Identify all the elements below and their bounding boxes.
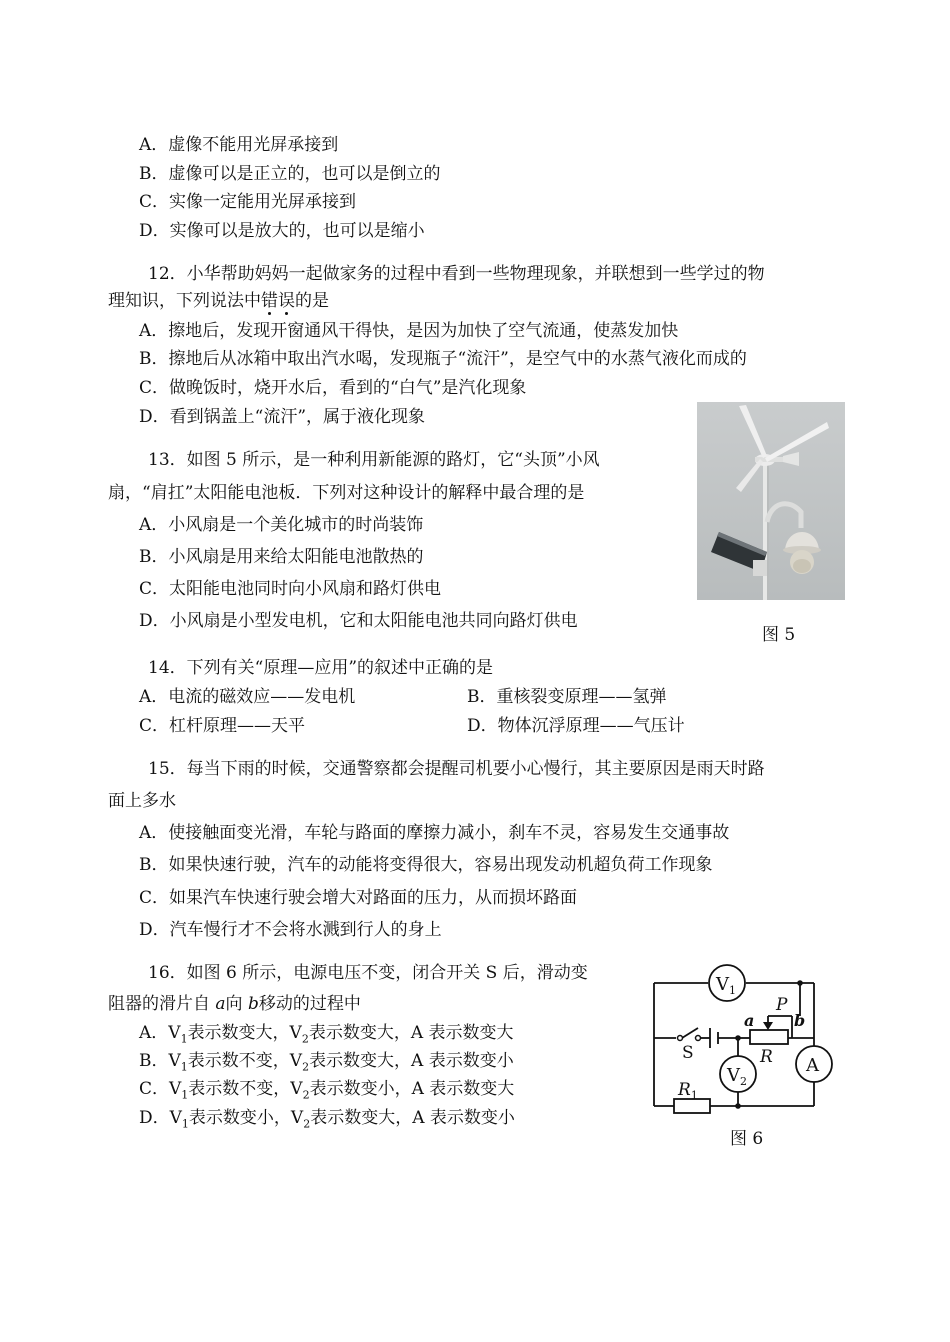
q16-option-c-p2: 表示数不变，V xyxy=(188,1079,303,1099)
svg-text:R1 xyxy=(677,1080,698,1102)
q16-option-a-sub2: 2 xyxy=(301,1032,309,1046)
q16-option-d xyxy=(139,1107,515,1135)
q16-option-d-sub1: 1 xyxy=(181,1117,189,1131)
q15-option-d: D．汽车慢行才不会将水溅到行人的身上 xyxy=(139,920,442,940)
q15-stem-line1: 15．每当下雨的时候，交通警察都会提醒司机要小心慢行，其主要原因是雨天时路 xyxy=(148,759,765,779)
q16-option-a-sub1: 1 xyxy=(180,1032,188,1046)
q12-stem-line2 xyxy=(108,290,329,312)
q16-point-b: b xyxy=(247,994,259,1014)
q16-stem-post: 移动的过程中 xyxy=(258,994,361,1014)
q16-option-d-p3: 表示数变大，A 表示数变小 xyxy=(310,1108,515,1128)
q16-option-b-p2: 表示数不变，V xyxy=(187,1051,303,1071)
q12-option-b: B．擦地后从冰箱中取出汽水喝，发现瓶子“流汗”，是空气中的水蒸气液化而成的 xyxy=(139,349,747,369)
q16-option-a-p2: 表示数变大，V xyxy=(187,1023,302,1043)
q13-option-a: A．小风扇是一个美化城市的时尚装饰 xyxy=(139,515,424,535)
q16-option-b-p3: 表示数变大，A 表示数变小 xyxy=(309,1051,514,1071)
q15-option-b: B．如果快速行驶，汽车的动能将变得很大，容易出现发动机超负荷工作现象 xyxy=(139,855,713,875)
q16-stem-mid: 向 xyxy=(225,994,248,1014)
circuit-v1-label: V xyxy=(716,974,729,995)
q11-option-d: D．实像可以是放大的，也可以是缩小 xyxy=(139,221,425,241)
q15-option-c: C．如果汽车快速行驶会增大对路面的压力，从而损坏路面 xyxy=(139,888,578,908)
q13-option-d: D．小风扇是小型发电机，它和太阳能电池共同向路灯供电 xyxy=(139,611,578,631)
circuit-r1-sub: 1 xyxy=(690,1089,698,1102)
figure-5-caption: 图 5 xyxy=(762,625,796,645)
circuit-slider-p-label: P xyxy=(776,995,788,1015)
circuit-rheostat-label: R xyxy=(760,1047,773,1067)
q14-option-a: A．电流的磁效应——发电机 xyxy=(139,687,356,707)
q12-option-d: D．看到锅盖上“流汗”，属于液化现象 xyxy=(139,407,426,427)
q11-option-b: B．虚像可以是正立的，也可以是倒立的 xyxy=(139,164,441,184)
circuit-ammeter-label: A xyxy=(806,1055,819,1076)
circuit-v2-label: V xyxy=(727,1065,740,1086)
figure-5-streetlight-photo xyxy=(697,402,845,600)
circuit-switch-label: S xyxy=(682,1043,694,1063)
q16-option-d-p1: D．V xyxy=(139,1108,182,1128)
q16-option-c-sub1: 1 xyxy=(181,1088,189,1102)
q16-option-a-p3: 表示数变大，A 表示数变大 xyxy=(308,1023,514,1043)
q16-option-b-p1: B．V xyxy=(139,1051,181,1071)
q16-option-b-sub1: 1 xyxy=(180,1060,188,1074)
q12-emphasis-text: 错误 xyxy=(261,291,295,311)
q16-option-a xyxy=(139,1022,514,1050)
q12-stem-post: 的是 xyxy=(295,291,329,311)
q12-emphasis-word xyxy=(261,291,295,311)
figure-6-circuit-diagram xyxy=(640,958,850,1118)
q16-option-c-sub2: 2 xyxy=(302,1088,310,1102)
q16-option-a-p1: A．V xyxy=(139,1023,181,1043)
q12-option-c: C．做晚饭时，烧开水后，看到的“白气”是汽化现象 xyxy=(139,378,527,398)
q16-option-c-p1: C．V xyxy=(139,1079,182,1099)
q14-option-d: D．物体沉浮原理——气压计 xyxy=(467,716,685,736)
q14-option-c: C．杠杆原理——天平 xyxy=(139,716,306,736)
q11-option-c: C．实像一定能用光屏承接到 xyxy=(139,192,357,212)
circuit-point-a-label: a xyxy=(744,1011,755,1030)
q13-option-c: C．太阳能电池同时向小风扇和路灯供电 xyxy=(139,579,442,599)
q16-option-d-p2: 表示数变小，V xyxy=(188,1108,304,1128)
q12-option-a: A．擦地后，发现开窗通风干得快，是因为加快了空气流通，使蒸发加快 xyxy=(139,321,679,341)
q11-option-a: A．虚像不能用光屏承接到 xyxy=(139,135,339,155)
q15-stem-line2: 面上多水 xyxy=(108,791,176,811)
q16-option-c xyxy=(139,1078,514,1106)
q13-stem-line1: 13．如图 5 所示，是一种利用新能源的路灯，它“头顶”小风 xyxy=(148,450,600,470)
circuit-r1-label: R xyxy=(678,1080,691,1100)
q13-stem-line2: 扇，“肩扛”太阳能电池板．下列对这种设计的解释中最合理的是 xyxy=(108,483,585,503)
figure-6-caption: 图 6 xyxy=(730,1129,764,1149)
q16-option-b-sub2: 2 xyxy=(302,1060,310,1074)
circuit-v2-sub: 2 xyxy=(740,1075,747,1088)
q14-option-b: B．重核裂变原理——氢弹 xyxy=(467,687,667,707)
q16-option-d-sub2: 2 xyxy=(303,1117,311,1131)
q16-option-c-p3: 表示数变小，A 表示数变大 xyxy=(309,1079,515,1099)
circuit-point-b-label: b xyxy=(794,1011,806,1030)
q12-stem-line1: 12．小华帮助妈妈一起做家务的过程中看到一些物理现象，并联想到一些学过的物 xyxy=(148,264,765,284)
q16-option-b xyxy=(139,1050,514,1078)
q14-stem: 14．下列有关“原理—应用”的叙述中正确的是 xyxy=(148,658,494,678)
q16-stem-pre: 阻器的滑片自 xyxy=(108,994,216,1014)
q15-option-a: A．使接触面变光滑，车轮与路面的摩擦力减小，刹车不灵，容易发生交通事故 xyxy=(139,823,730,843)
circuit-v1-sub: 1 xyxy=(729,984,736,997)
q13-option-b: B．小风扇是用来给太阳能电池散热的 xyxy=(139,547,424,567)
q16-stem-line2 xyxy=(108,993,361,1015)
q16-stem-line1: 16．如图 6 所示，电源电压不变，闭合开关 S 后，滑动变 xyxy=(148,963,588,983)
q16-point-a: a xyxy=(215,994,226,1014)
q12-stem-pre: 理知识，下列说法中 xyxy=(108,291,261,311)
